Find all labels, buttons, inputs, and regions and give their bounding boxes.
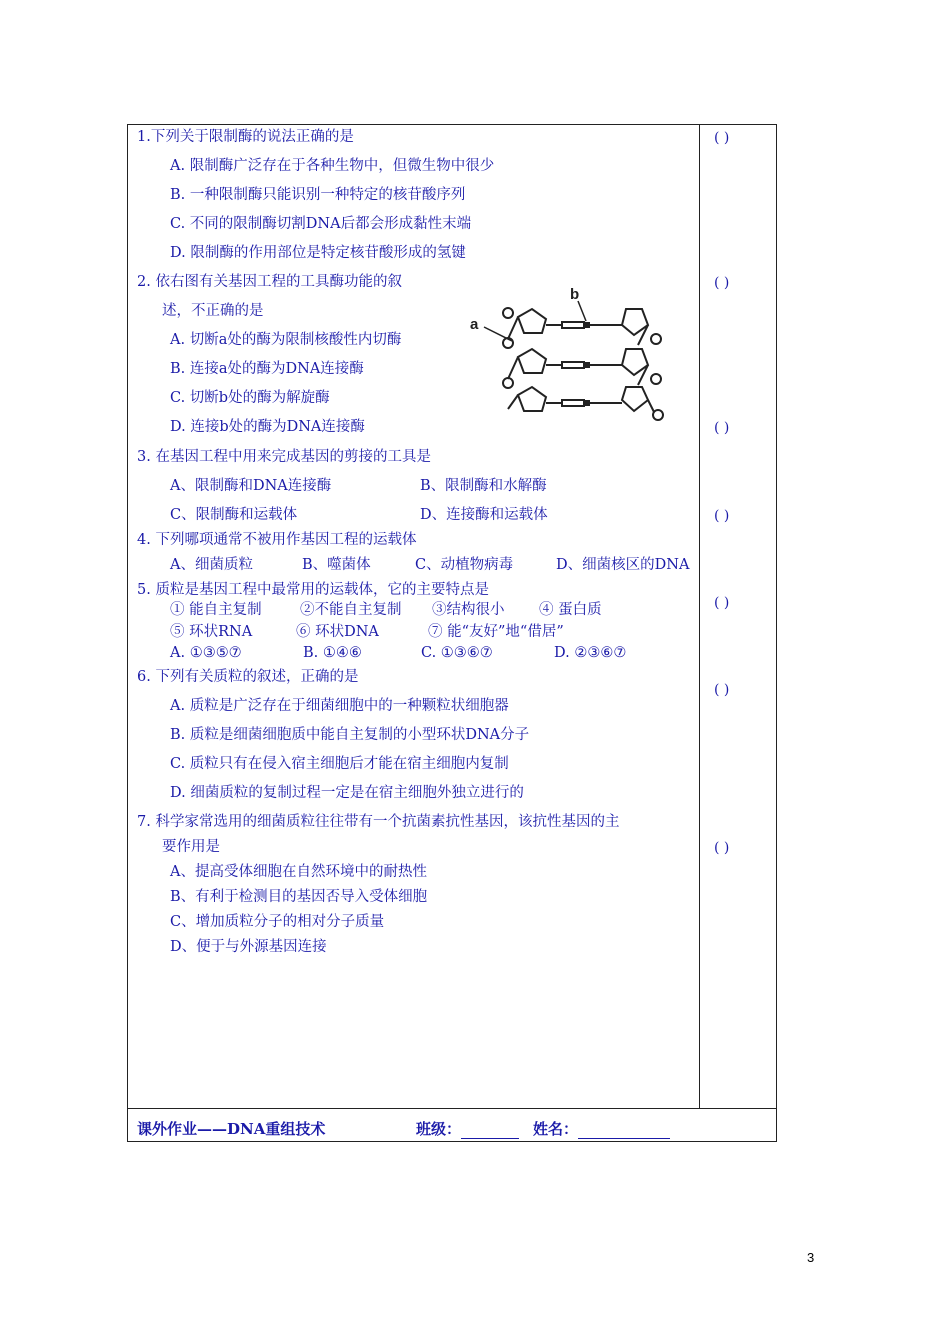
q5-option-a: A. ①③⑤⑦ [170, 645, 242, 661]
q5-option-b: B. ①④⑥ [303, 645, 362, 661]
q7-option-d: D、便于与外源基因连接 [170, 939, 327, 955]
q1-option-a: A. 限制酶广泛存在于各种生物中，但微生物中很少 [170, 158, 495, 174]
answer-blank-q7[interactable]: ( ) [714, 840, 730, 856]
footer-divider [127, 1108, 777, 1109]
q7-stem-line2: 要作用是 [162, 839, 220, 855]
q1-option-c: C. 不同的限制酶切割DNA后都会形成黏性末端 [170, 216, 472, 232]
name-label: 姓名： [533, 1120, 579, 1138]
q7-option-a: A、提高受体细胞在自然环境中的耐热性 [170, 864, 427, 880]
q1-option-b: B. 一种限制酶只能识别一种特定的核苷酸序列 [170, 187, 466, 203]
q7-option-c: C、增加质粒分子的相对分子质量 [170, 914, 385, 930]
q2-stem-line2: 述，不正确的是 [162, 303, 264, 319]
q2-option-a: A. 切断a处的酶为限制核酸性内切酶 [170, 332, 402, 348]
q6-option-d: D. 细菌质粒的复制过程一定是在宿主细胞外独立进行的 [170, 785, 524, 801]
q5-item-4: ④ 蛋白质 [539, 602, 602, 618]
q3-option-a: A、限制酶和DNA连接酶 [170, 478, 332, 494]
q5-item-1: ① 能自主复制 [170, 602, 262, 618]
answer-blank-q3[interactable]: ( ) [714, 420, 730, 436]
class-field [416, 1118, 519, 1139]
q3-option-c: C、限制酶和运载体 [170, 507, 298, 523]
q2-stem-line1: 2. 依右图有关基因工程的工具酶功能的叙 [137, 274, 402, 290]
q5-item-2: ②不能自主复制 [300, 602, 402, 618]
q1-option-d: D. 限制酶的作用部位是特定核苷酸形成的氢键 [170, 245, 466, 261]
dna-structure-figure [466, 287, 686, 422]
name-field [533, 1118, 670, 1139]
class-label: 班级： [416, 1120, 462, 1138]
q6-option-a: A. 质粒是广泛存在于细菌细胞中的一种颗粒状细胞器 [170, 698, 509, 714]
homework-title: 课外作业——DNA重组技术 [137, 1120, 326, 1138]
q5-option-d: D. ②③⑥⑦ [554, 645, 627, 661]
answer-blank-q5[interactable]: ( ) [714, 595, 730, 611]
q4-option-c: C、动植物病毒 [415, 557, 514, 573]
q2-option-d: D. 连接b处的酶为DNA连接酶 [170, 419, 365, 435]
q5-item-6: ⑥ 环状DNA [296, 624, 379, 640]
q5-item-7: ⑦ 能“友好”地“借居” [428, 624, 564, 640]
figure-label-b: b [570, 287, 580, 303]
q4-stem: 4. 下列哪项通常不被用作基因工程的运载体 [137, 532, 417, 548]
answer-blank-q1[interactable]: ( ) [714, 130, 730, 146]
q1-stem: 1.下列关于限制酶的说法正确的是 [137, 129, 354, 145]
q2-option-b: B. 连接a处的酶为DNA连接酶 [170, 361, 364, 377]
name-blank[interactable] [578, 1124, 670, 1139]
q4-option-a: A、细菌质粒 [170, 557, 253, 573]
q5-option-c: C. ①③⑥⑦ [421, 645, 493, 661]
q4-option-d: D、细菌核区的DNA [556, 557, 690, 573]
answer-blank-q2[interactable]: ( ) [714, 275, 730, 291]
column-divider [699, 124, 700, 1109]
page-number: 3 [807, 1250, 815, 1265]
q2-option-c: C. 切断b处的酶为解旋酶 [170, 390, 330, 406]
q3-option-d: D、连接酶和运载体 [420, 507, 548, 523]
q6-option-c: C. 质粒只有在侵入宿主细胞后才能在宿主细胞内复制 [170, 756, 509, 772]
q6-option-b: B. 质粒是细菌细胞质中能自主复制的小型环状DNA分子 [170, 727, 530, 743]
q5-item-5: ⑤ 环状RNA [170, 624, 253, 640]
q3-stem: 3. 在基因工程中用来完成基因的剪接的工具是 [137, 449, 431, 465]
q5-stem: 5. 质粒是基因工程中最常用的运载体，它的主要特点是 [137, 582, 489, 598]
q5-item-3: ③结构很小 [432, 602, 505, 618]
answer-blank-q4[interactable]: ( ) [714, 508, 730, 524]
class-blank[interactable] [461, 1124, 519, 1139]
q7-stem-line1: 7. 科学家常选用的细菌质粒往往带有一个抗菌素抗性基因，该抗性基因的主 [137, 814, 620, 830]
q3-option-b: B、限制酶和水解酶 [420, 478, 547, 494]
q6-stem: 6. 下列有关质粒的叙述，正确的是 [137, 669, 359, 685]
q4-option-b: B、噬菌体 [302, 557, 371, 573]
q7-option-b: B、有利于检测目的基因否导入受体细胞 [170, 889, 428, 905]
answer-blank-q6[interactable]: ( ) [714, 682, 730, 698]
figure-label-a: a [470, 316, 479, 333]
